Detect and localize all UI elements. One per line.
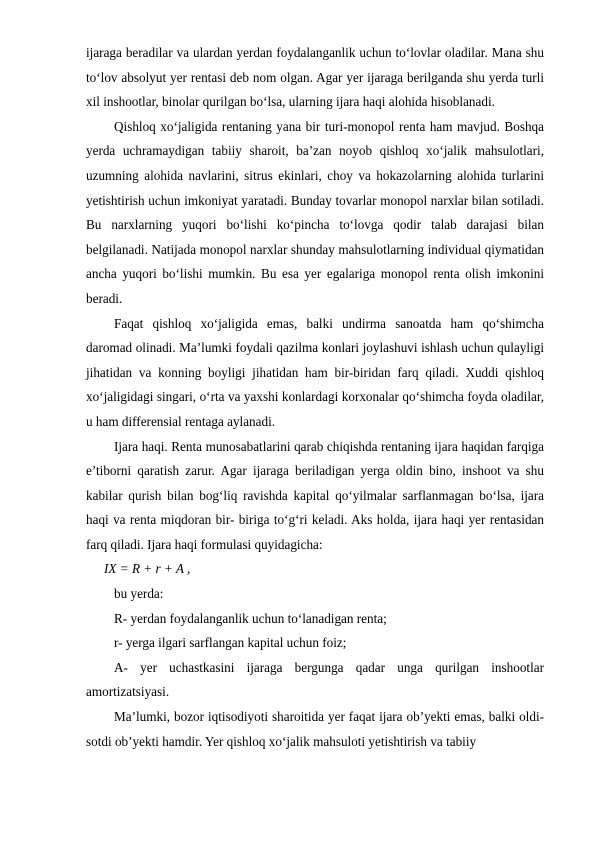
paragraph-monopoly-rent: Qishloq xo‘jaligida rentaning yana bir turi-monopol renta ham mavjud. Boshqa yerda uchramaydigan tabiiy sharoit, ba’zan noyob qishloq xo‘jalik mahsulotlari, uzumning alohida navlarini, sitrus ekinlari, choy va hokazolarning alohida turlarini yetishtirish uchun imkoniyat yaratadi. Bunday tovarlar monopol narxlar bilan sotiladi. Bu narxlarning yuqori bo‘lishi ko‘pincha to‘lovga qodir talab darajasi bilan belgilanadi. Natijada monopol narxlar shunday mahsulotlarning individual qiymatidan ancha yuqori bo‘lishi mumkin. Bu esa yer egalariga monopol renta olish imkonini beradi. — [86, 118, 544, 306]
paragraph-extractive-industry: Faqat qishloq xo‘jaligida emas, balki undirma sanoatda ham qo‘shimcha daromad olinadi. Ma’lumki foydali qazilma konlari joylashuvi ishlash uchun qulayligi jihatidan va konning boyligi jihatidan ham bir-biridan farq qiladi. Xuddi qishloq xo‘jaligidagi singari, o‘rta va yaxshi konlardagi korxonalar qo‘shimcha foyda oladilar, u ham differensial rentaga aylanadi. — [86, 315, 544, 429]
lease-formula: IX = R + r + A , — [104, 561, 191, 577]
definition-r-lower: r- yerga ilgari sarflangan kapital uchun foiz; — [114, 635, 347, 651]
definition-r-upper: R- yerdan foydalanganlik uchun to‘lanadigan renta; — [114, 610, 387, 626]
where-label: bu yerda: — [114, 586, 164, 602]
paragraph-lease-payment: Ijara haqi. Renta munosabatlarini qarab chiqishda rentaning ijara haqidan farqiga e’tiborni qaratish zarur. Agar ijaraga beriladigan yerga oldin bino, inshoot va shu kabilar qurish bilan bog‘liq ravishda kapital qo‘yilmalar sarflanmagan bo‘lsa, ijara haqi va renta miqdoran bir- biriga to‘g‘ri keladi. Aks holda, ijara haqi yer rentasidan farq qiladi. Ijara haqi formulasi quyidagicha: — [86, 438, 544, 552]
document-page — [86, 41, 544, 754]
definition-a: A- yer uchastkasini ijaraga bergunga qadar unga qurilgan inshootlar amortizatsiyasi. — [86, 659, 544, 700]
paragraph-rent-payment: ijaraga beradilar va ulardan yerdan foydalanganlik uchun to‘lovlar oladilar. Mana shu to‘lov absolyut yer rentasi deb nom olgan. Agar yer ijaraga berilganda shu yerda turli xil inshootlar, binolar qurilgan bo‘lsa, ularning ijara haqi alohida hisoblanadi. — [86, 45, 544, 110]
paragraph-land-market: Ma’lumki, bozor iqtisodiyoti sharoitida yer faqat ijara ob’yekti emas, balki oldi-sotdi ob’yekti hamdir. Yer qishloq xo‘jalik mahsuloti yetishtirish va tabiiy — [86, 709, 544, 749]
